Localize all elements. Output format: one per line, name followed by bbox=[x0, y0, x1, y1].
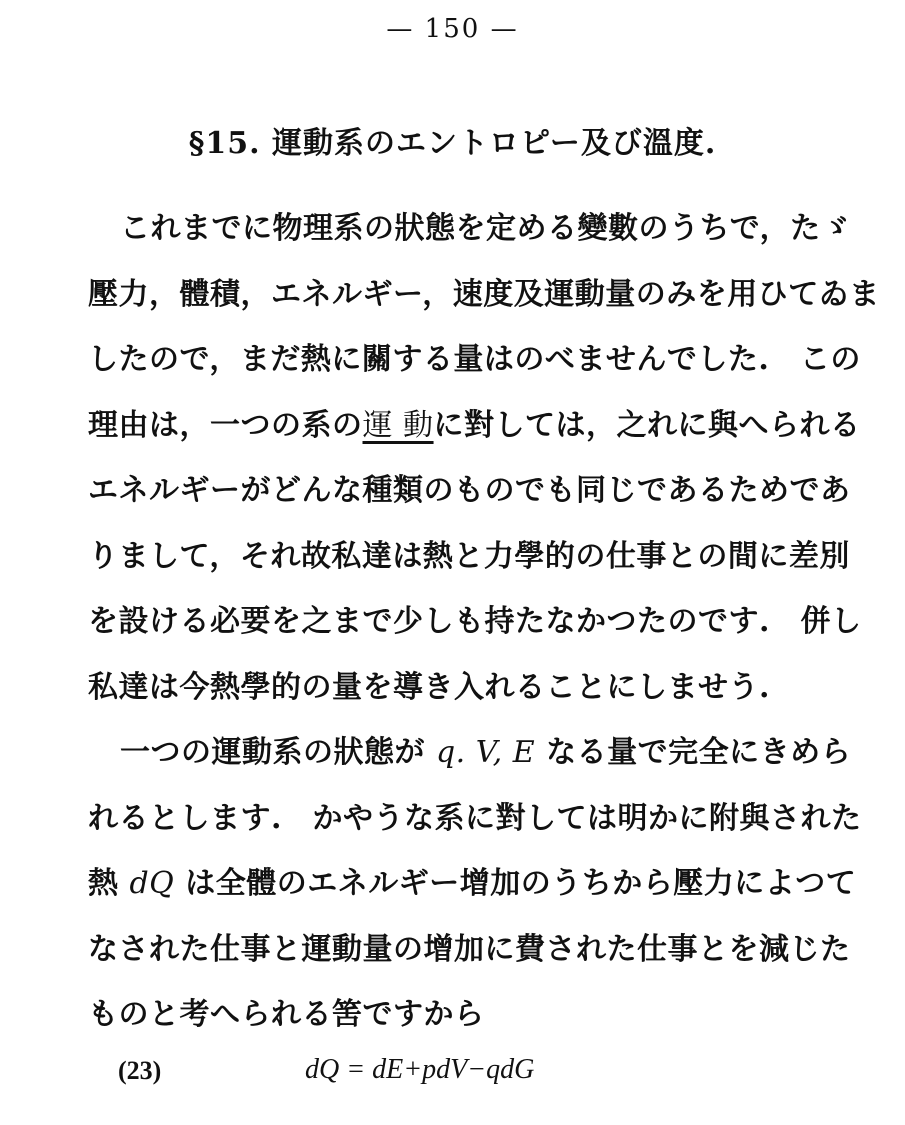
paragraph-1-line-6: りまして，それ故私達は熱と力學的の仕事との間に差別 bbox=[88, 538, 850, 574]
line-4-rest: に對しては，之れに與へられる bbox=[433, 407, 861, 443]
paragraph-2-line-1 bbox=[88, 720, 852, 786]
paragraph-2-line-3 bbox=[88, 851, 857, 917]
heat-math: dQ bbox=[129, 866, 175, 901]
p2-line-3-pre: 熱 bbox=[88, 866, 119, 901]
p2-line-3-post: は全體のエネルギー增加のうちから壓力によつて bbox=[185, 866, 857, 901]
paragraph-1-line-7: を設ける必要を之まで少しも持たなかつたのです. 併し bbox=[88, 604, 862, 639]
paragraph-1-line-8: 私達は今熱學的の量を導き入れることにしませう. bbox=[88, 669, 770, 705]
paragraph-1-line-2: 壓力，體積，エネルギー，速度及運動量のみを用ひてゐま bbox=[88, 276, 880, 312]
paragraph-2-line-4: なされた仕事と運動量の增加に費された仕事とを減じた bbox=[88, 931, 851, 967]
p2-line-1-post: なる量で完全にきめら bbox=[546, 735, 852, 770]
paragraph-1-line-3: したので，まだ熱に關する量はのべませんでした. この bbox=[88, 342, 861, 377]
paragraph-2-line-2: れるとします. かやうな系に對しては明かに附與された bbox=[88, 800, 862, 836]
body-text bbox=[88, 196, 880, 1048]
equation-formula: dQ = dE+pdV−qdG bbox=[305, 1054, 535, 1085]
paragraph-1-line-4 bbox=[88, 393, 861, 459]
equation-row bbox=[0, 1048, 905, 1098]
section-title: §15. 運動系のエントロピー及び溫度. bbox=[188, 126, 717, 161]
page-number: — 150 — bbox=[386, 14, 519, 44]
paragraph-1-line-1: これまでに物理系の狀態を定める變數のうちで，たゞ bbox=[120, 211, 852, 246]
underlined-word: 運 動 bbox=[362, 407, 434, 443]
state-variables-math: q. V, E bbox=[435, 735, 536, 770]
equation-number: (23) bbox=[118, 1056, 162, 1085]
p2-line-1-pre: 一つの運動系の狀態が bbox=[120, 735, 425, 770]
paragraph-1-line-5: エネルギーがどんな種類のものでも同じであるためであ bbox=[88, 473, 851, 508]
line-4-start: 理由は，一つの系の bbox=[88, 407, 363, 443]
paragraph-2-line-5: ものと考へられる筈ですから bbox=[88, 997, 485, 1032]
